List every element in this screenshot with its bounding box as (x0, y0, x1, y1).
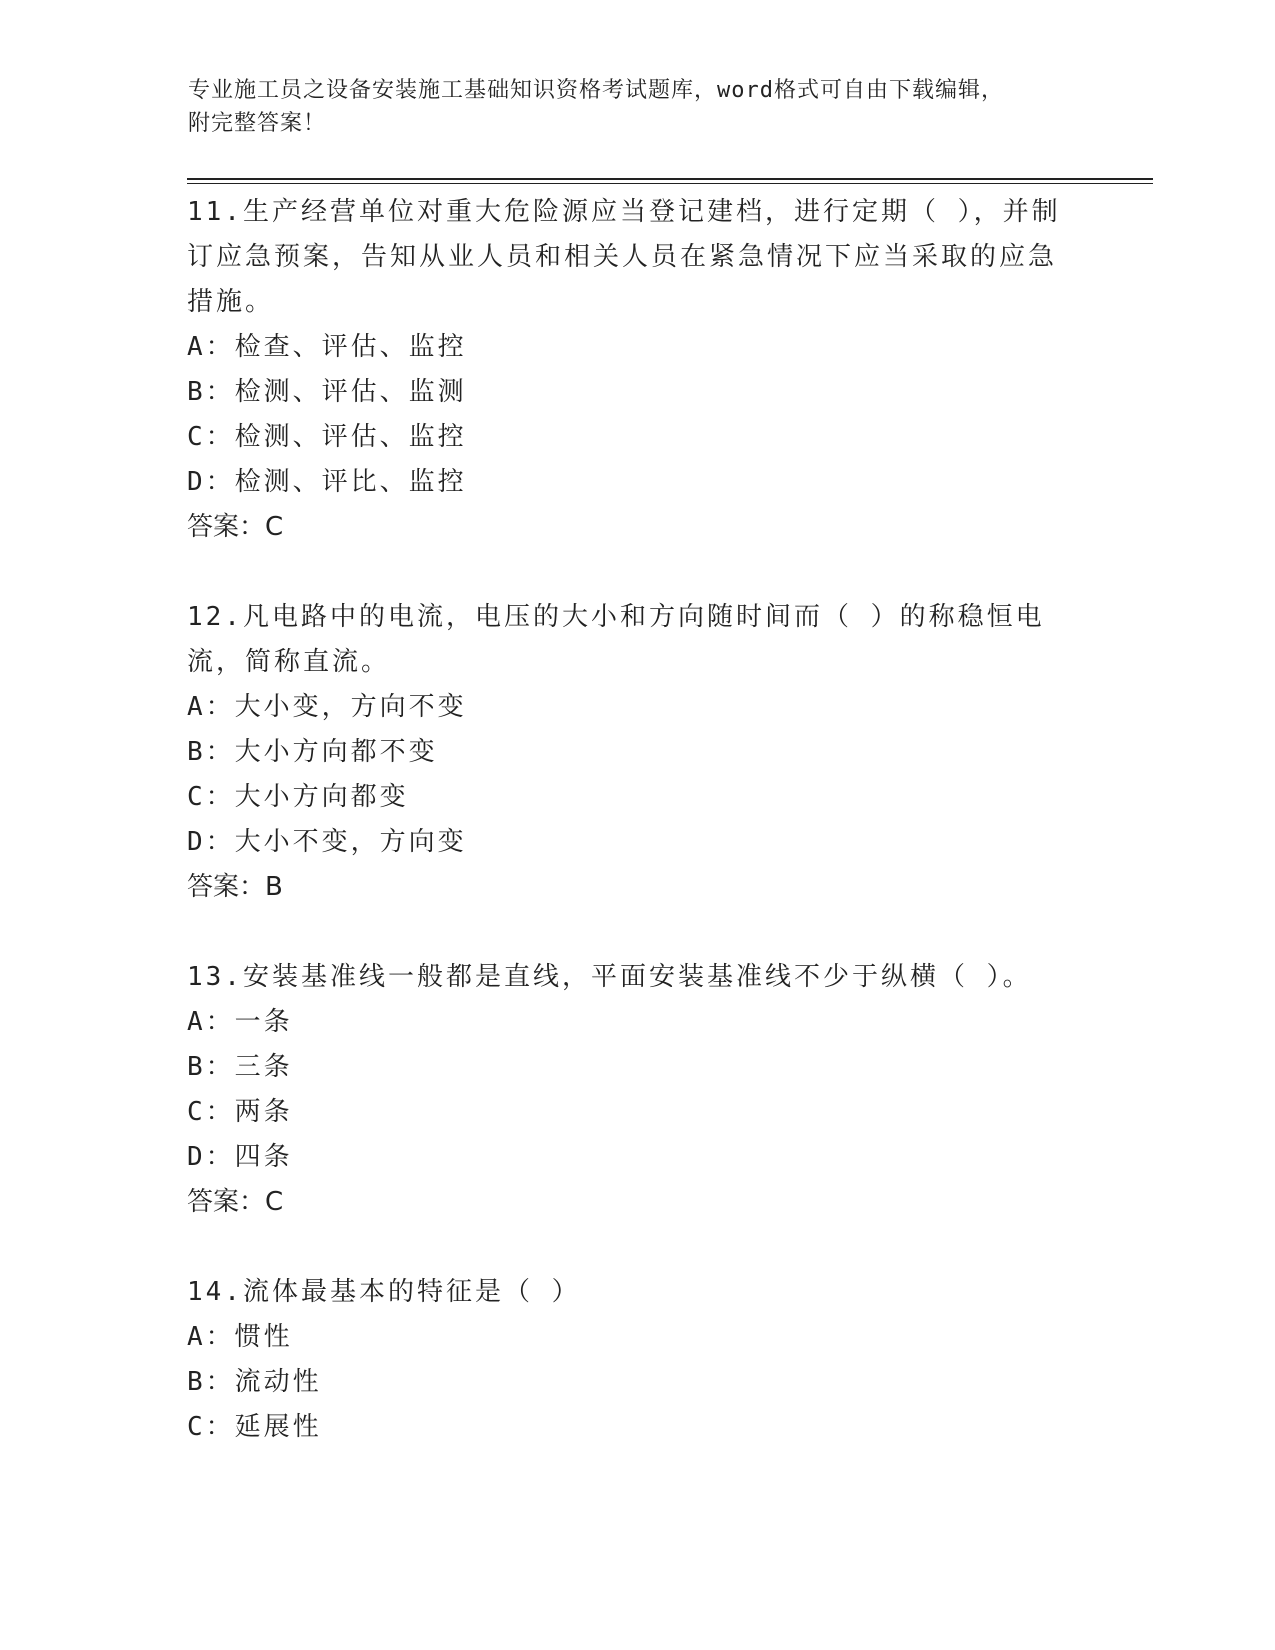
question-12 (187, 595, 1067, 910)
option-c: C：两条 (187, 1097, 293, 1127)
document-header (188, 74, 1088, 140)
option-d: D：大小不变，方向变 (187, 827, 467, 857)
header-divider-thin (187, 183, 1153, 184)
answer-line: 答案：C (187, 1187, 284, 1217)
option-b: B：大小方向都不变 (187, 737, 438, 767)
header-divider-thick (187, 178, 1153, 180)
question-spacer (187, 1225, 1067, 1270)
question-13 (187, 955, 1067, 1225)
header-line-2: 附完整答案！ (188, 111, 327, 136)
option-b: B：检测、评估、监测 (187, 377, 467, 407)
option-b: B：流动性 (187, 1367, 322, 1397)
question-stem: 13.安装基准线一般都是直线，平面安装基准线不少于纵横（ ）。 (187, 962, 1032, 992)
option-d: D：检测、评比、监控 (187, 467, 467, 497)
answer-line: 答案：C (187, 512, 284, 542)
option-a: A：惯性 (187, 1322, 293, 1352)
question-list (187, 190, 1067, 1450)
option-b: B：三条 (187, 1052, 293, 1082)
header-line-1: 专业施工员之设备安装施工基础知识资格考试题库，word格式可自由下载编辑， (188, 78, 1004, 103)
question-11 (187, 190, 1067, 550)
question-spacer (187, 550, 1067, 595)
question-14 (187, 1270, 1067, 1450)
option-a: A：检查、评估、监控 (187, 332, 467, 362)
option-c: C：检测、评估、监控 (187, 422, 467, 452)
option-a: A：大小变，方向不变 (187, 692, 467, 722)
option-a: A：一条 (187, 1007, 293, 1037)
question-stem: 11.生产经营单位对重大危险源应当登记建档，进行定期（ ），并制订应急预案，告知从业人员和相关人员在紧急情况下应当采取的应急措施。 (187, 197, 1061, 317)
question-stem: 14.流体最基本的特征是（ ） (187, 1277, 581, 1307)
answer-line: 答案：B (187, 872, 283, 902)
question-spacer (187, 910, 1067, 955)
option-c: C：延展性 (187, 1412, 322, 1442)
option-d: D：四条 (187, 1142, 293, 1172)
question-stem: 12.凡电路中的电流，电压的大小和方向随时间而（ ）的称稳恒电流，简称直流。 (187, 602, 1045, 677)
option-c: C：大小方向都变 (187, 782, 409, 812)
